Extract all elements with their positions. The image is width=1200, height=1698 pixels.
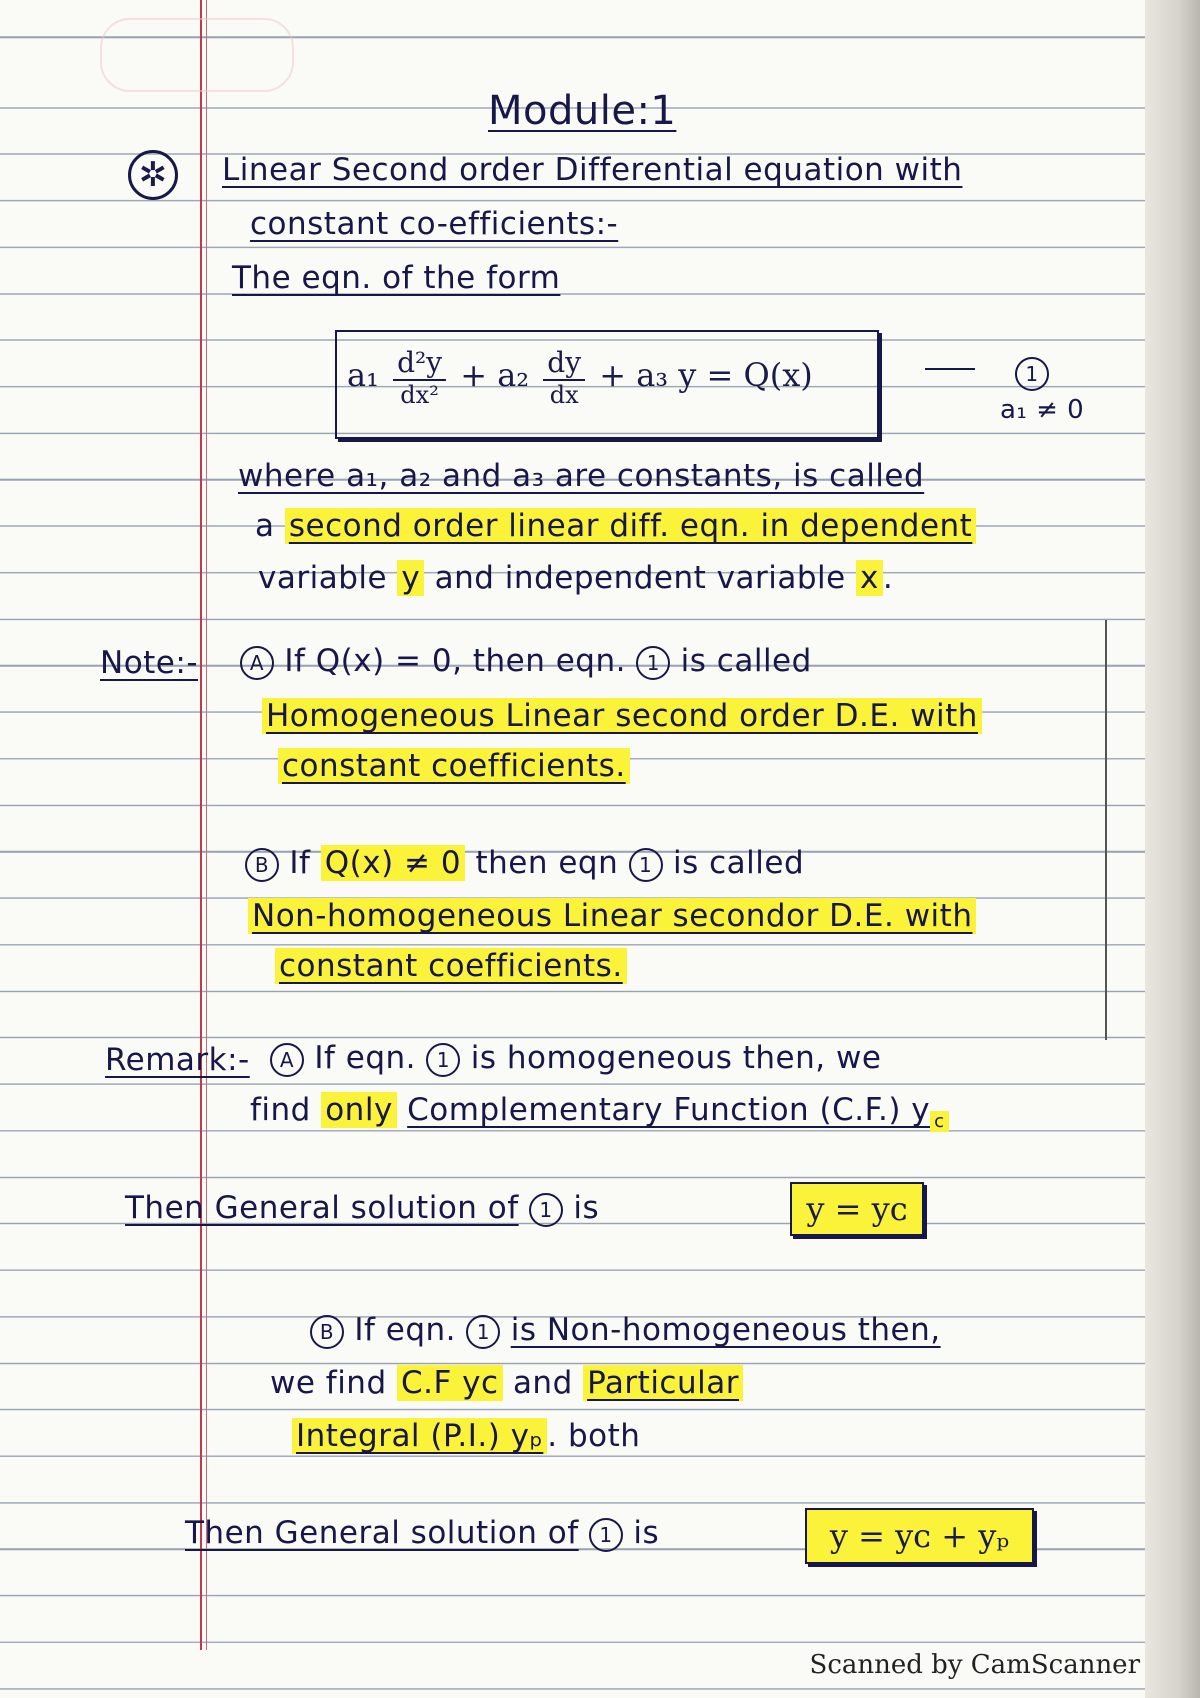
remark-a-text-1: If eqn.: [314, 1040, 417, 1076]
equation-condition: a₁ ≠ 0: [1000, 395, 1085, 425]
remark-b-particular: Particular: [583, 1365, 743, 1401]
note-b-if: If: [289, 845, 311, 881]
remark-a-find-line: [250, 1092, 949, 1132]
remark-b-ref: 1: [466, 1315, 500, 1349]
d2y: d²y: [393, 346, 446, 381]
note-b-cond: Q(x) ≠ 0: [321, 845, 465, 881]
remark-b-pi-line: [292, 1418, 640, 1454]
general-solution-1: [125, 1190, 599, 1227]
remark-a-text-2: is homogeneous then, we: [470, 1040, 882, 1076]
note-a-hl-2: constant coefficients.: [278, 748, 630, 784]
remark-b-we-find: we find: [270, 1365, 387, 1401]
heading-line-1: Linear Second order Differential equation with: [222, 152, 963, 188]
page-edge: [1145, 0, 1200, 1698]
plus-sign: +: [460, 356, 488, 394]
where-line-2: a second order linear diff. eqn. in dependent: [255, 508, 976, 544]
remark-b-find-line: [270, 1365, 743, 1401]
general-solution-1-box: y = yᴄ: [790, 1182, 924, 1236]
remark-b-and: and: [512, 1365, 573, 1401]
note-a-end: is called: [680, 643, 812, 679]
remark-b-marker: B: [310, 1315, 344, 1349]
gs1-text: Then General solution of: [125, 1190, 519, 1226]
note-b-hl-2: constant coefficients.: [275, 948, 627, 984]
gs2-ref: 1: [589, 1518, 623, 1552]
asterisk-icon: ✲: [128, 150, 178, 200]
remark-b-text-2: is Non-homogeneous then,: [510, 1312, 941, 1348]
note-a-ref: 1: [636, 646, 670, 680]
remark-a-ref: 1: [426, 1043, 460, 1077]
remark-a-find: find: [250, 1092, 311, 1128]
note-b-text: then eqn: [475, 845, 619, 881]
remark-a-cf-sub: c: [930, 1111, 948, 1132]
general-solution-2-box: y = yᴄ + yₚ: [805, 1508, 1034, 1564]
margin-line: [200, 0, 202, 1650]
remark-a-marker: A: [270, 1043, 304, 1077]
equation-number: 1: [1015, 354, 1049, 391]
remark-b-line: [310, 1312, 941, 1349]
general-solution-2: [185, 1515, 659, 1552]
equation: [347, 346, 813, 409]
note-b-marker: B: [245, 848, 279, 882]
dy: dy: [543, 346, 585, 381]
equation-rest: + a₃ y = Q(x): [599, 356, 813, 394]
page-stamp: [100, 18, 294, 92]
note-b-end: is called: [672, 845, 805, 881]
remark-a-line: [270, 1040, 881, 1077]
remark-label: Remark:-: [105, 1042, 250, 1078]
dx: dx: [549, 381, 579, 409]
coef-a1: a₁: [347, 356, 379, 394]
note-b-line: [245, 845, 804, 882]
heading-line-2: constant co-efficients:-: [250, 206, 619, 242]
where-line-3: variable y and independent variable x .: [258, 560, 894, 596]
gs1-is: is: [573, 1190, 600, 1226]
scanner-footer: Scanned by CamScanner: [809, 1650, 1140, 1680]
note-a-hl-1: Homogeneous Linear second order D.E. with: [262, 698, 982, 734]
remark-a-only: only: [321, 1092, 397, 1128]
remark-a-cf: Complementary Function (C.F.) y: [407, 1092, 931, 1128]
remark-b-cf: C.F yᴄ: [397, 1365, 503, 1401]
remark-b-text-1: If eqn.: [354, 1312, 457, 1348]
note-b-ref: 1: [629, 848, 663, 882]
note-label: Note:-: [100, 645, 199, 681]
module-title: Module:1: [488, 88, 677, 134]
note-a-marker: A: [240, 646, 274, 680]
first-derivative: [543, 346, 585, 409]
remark-b-pi: Integral (P.I.) yₚ: [292, 1418, 547, 1454]
second-derivative: [393, 346, 446, 409]
intro-text: The eqn. of the form: [232, 260, 561, 296]
dx2: dx²: [400, 381, 439, 409]
equation-box: [335, 330, 879, 439]
coef-a2: a₂: [497, 356, 530, 394]
gs2-text: Then General solution of: [185, 1515, 579, 1551]
equation-dash: [925, 368, 975, 370]
margin-line-inner: [206, 0, 207, 1650]
gs1-ref: 1: [529, 1193, 563, 1227]
note-bracket: [1105, 620, 1107, 1040]
note-a-line: [240, 643, 812, 680]
note-b-hl-1: Non-homogeneous Linear secondor D.E. with: [248, 898, 976, 934]
gs2-is: is: [633, 1515, 660, 1551]
where-line-1: where a₁, a₂ and a₃ are constants, is called: [238, 458, 925, 494]
remark-b-both: . both: [547, 1418, 641, 1454]
note-a-text: If Q(x) = 0, then eqn.: [284, 643, 626, 679]
